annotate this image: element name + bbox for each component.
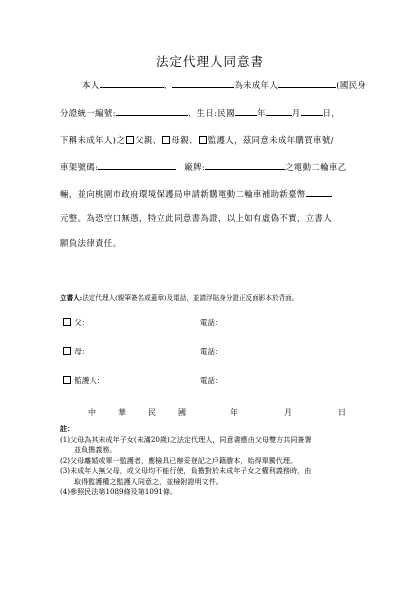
- note-2: (2)父母離婚或單一監護者，應檢具已辦妥登記之戶籍謄本，始得單獨代理。: [60, 455, 298, 465]
- signatory-label: 立書人:: [60, 294, 83, 302]
- id-number-blank[interactable]: [116, 108, 188, 116]
- page-title: 法定代理人同意書: [155, 54, 264, 69]
- note-4: (4)參照民法第1089條及第1091條。: [60, 487, 178, 496]
- date-char: 華: [118, 408, 126, 417]
- text-segment: 為未成年人: [234, 80, 279, 90]
- paragraph-line-1: [60, 79, 370, 91]
- paragraph-line-3: [60, 134, 370, 146]
- signer-role: 監護人：: [74, 376, 105, 385]
- note-1-continued: 並負擔義務。: [74, 445, 117, 454]
- plate-number-blank[interactable]: [98, 162, 176, 170]
- signatory-instruction: [60, 292, 380, 302]
- signer-row-mother: [62, 346, 362, 357]
- text-segment: 監護人，茲同意未成年購買車號/: [207, 135, 334, 145]
- signatory-text: 法定代理人(親筆簽名或蓋章)及電話，並請浮貼身分證正反面影本於背面。: [82, 294, 299, 302]
- text-segment: 母親、: [171, 135, 198, 145]
- father-sign-checkbox[interactable]: [63, 318, 71, 326]
- text-segment: 父親、: [135, 135, 162, 145]
- text-segment: 年: [256, 108, 266, 118]
- text-segment: 下稱未成年人)之: [60, 135, 126, 145]
- note-1: (1)父母為其未成年子女(未滿20歲)之法定代理人，同意書應由父母雙方共同簽署: [60, 434, 312, 444]
- text-segment: 車架號碼:: [60, 162, 99, 172]
- birth-year-blank[interactable]: [235, 108, 257, 116]
- paragraph-line-6: [60, 212, 370, 224]
- text-segment: 、生日:民國: [187, 108, 235, 118]
- phone-label: 電話：: [200, 318, 223, 327]
- name-blank-2[interactable]: [172, 80, 234, 88]
- text-segment: 願負法律責任。: [60, 238, 122, 248]
- minor-name-blank[interactable]: [278, 80, 336, 88]
- guardian-sign-checkbox[interactable]: [63, 376, 71, 384]
- text-segment: 本人: [82, 80, 100, 90]
- note-3-continued: 取得監護權之監護人同意之，並檢附證明文件。: [74, 476, 223, 486]
- date-month-label: 月: [284, 408, 292, 417]
- mother-checkbox[interactable]: [162, 136, 170, 144]
- date-char: 民: [148, 408, 156, 417]
- notes-section: [60, 424, 360, 498]
- brand-blank[interactable]: [205, 162, 285, 170]
- text-segment: (國民身: [336, 80, 367, 90]
- signer-row-guardian: [62, 375, 362, 386]
- father-checkbox[interactable]: [126, 136, 134, 144]
- signer-role: 父：: [74, 318, 90, 327]
- date-day-label: 日: [338, 408, 346, 417]
- signer-role: 母：: [74, 347, 90, 356]
- text-segment: 月: [291, 108, 301, 118]
- text-segment: 分證統一編號:: [60, 108, 116, 118]
- paragraph-line-4: [60, 161, 370, 173]
- name-blank-1[interactable]: [100, 80, 164, 88]
- phone-label: 電話：: [200, 347, 223, 356]
- birth-month-blank[interactable]: [266, 108, 292, 116]
- text-segment: 元整。為恐空口無憑，特立此同意書為證，以上如有虛偽不實，立書人: [60, 213, 333, 223]
- text-segment: 輛，並向桃園市政府環境保護局申請新購電動二輪車補助新臺幣: [60, 189, 306, 199]
- guardian-checkbox[interactable]: [199, 136, 207, 144]
- date-year-label: 年: [230, 408, 238, 417]
- phone-label: 電話：: [200, 376, 223, 385]
- subsidy-amount-blank[interactable]: [306, 189, 332, 197]
- note-3: (3)未成年人無父母，或父母均不能行使，負擔對於未成年子女之權利義務時，由: [60, 466, 312, 475]
- notes-heading: 註：: [60, 424, 75, 433]
- paragraph-line-2: [60, 107, 370, 119]
- date-char: 中: [88, 408, 96, 417]
- mother-sign-checkbox[interactable]: [63, 347, 71, 355]
- text-segment: 日，: [322, 108, 341, 118]
- date-char: 國: [178, 408, 186, 417]
- signer-row-father: [62, 317, 362, 328]
- text-segment: 廠牌:: [184, 162, 206, 172]
- text-segment: 、: [163, 80, 173, 90]
- paragraph-line-7: [60, 237, 370, 249]
- text-segment: 之電動二輪車乙: [285, 162, 347, 172]
- paragraph-line-5: [60, 188, 370, 200]
- birth-day-blank[interactable]: [301, 108, 323, 116]
